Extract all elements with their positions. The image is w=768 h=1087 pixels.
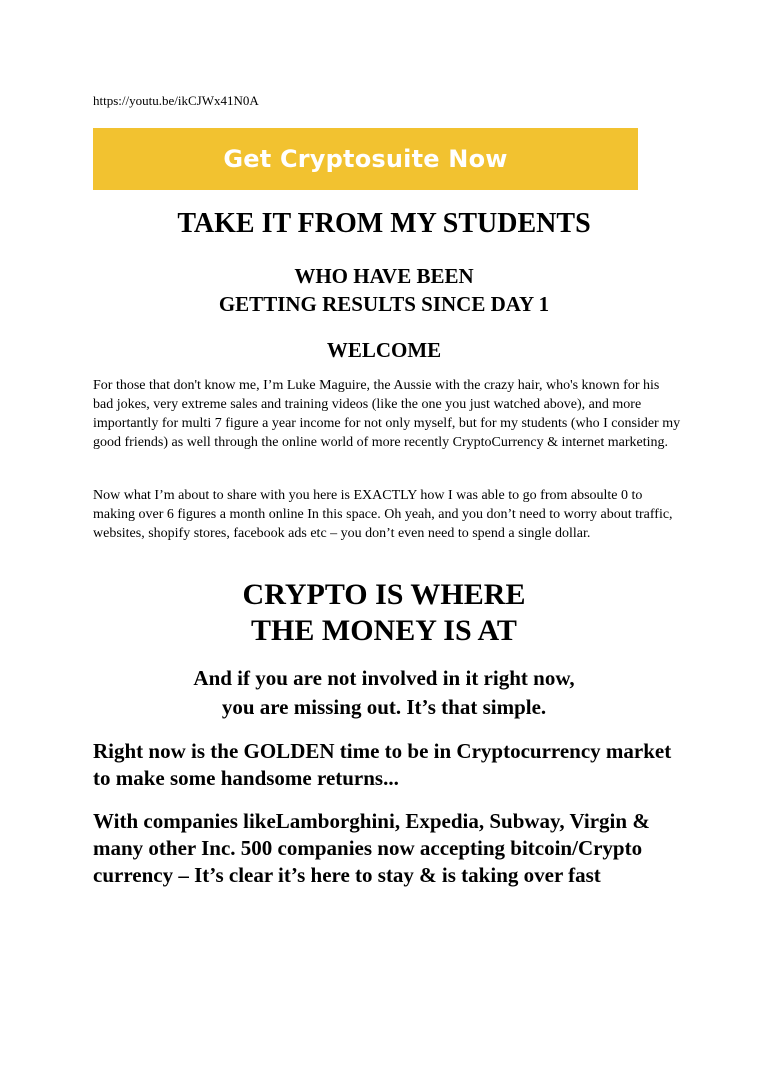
companies-paragraph: With companies likeLamborghini, Expedia, Subway, Virgin & many other Inc. 500 companies now accepting bitcoin/Crypto currency – It’s clear it’s here to stay & is taking over fast <box>93 809 650 887</box>
intro-paragraph: For those that don't know me, I’m Luke Maguire, the Aussie with the crazy hair, who's known for his bad jokes, very extreme sales and training videos (like the one you just watched above), and more importantly for multi 7 figure a year income for not only myself, but for my students (who I consider my good friends) as well through the online world of more recently CryptoCurrency & internet marketing. <box>93 378 681 450</box>
crypto-heading-line-2: THE MONEY IS AT <box>251 614 517 647</box>
golden-time-paragraph: Right now is the GOLDEN time to be in Cryptocurrency market to make some handsome returns... <box>93 739 672 790</box>
involved-line-1: And if you are not involved in it right now, <box>193 666 575 690</box>
get-cryptosuite-button[interactable] <box>93 128 638 190</box>
subheading-line-1: WHO HAVE BEEN <box>294 264 474 288</box>
share-paragraph: Now what I’m about to share with you here is EXACTLY how I was able to go from absoulte 0 to making over 6 figures a month online In this space. Oh yeah, and you don’t need to worry about traffic, websites, shopify stores, facebook ads etc – you don’t even need to spend a single dollar. <box>93 488 673 541</box>
welcome-heading: WELCOME <box>326 338 442 362</box>
youtube-link[interactable]: https://youtu.be/ikCJWx41N0A <box>93 93 259 108</box>
subheading-line-2: GETTING RESULTS SINCE DAY 1 <box>218 292 550 316</box>
crypto-heading-line-1: CRYPTO IS WHERE <box>242 578 526 611</box>
cta-button-label: Get Cryptosuite Now <box>223 145 508 173</box>
heading-students: TAKE IT FROM MY STUDENTS <box>177 208 591 239</box>
involved-line-2: you are missing out. It’s that simple. <box>221 695 547 719</box>
